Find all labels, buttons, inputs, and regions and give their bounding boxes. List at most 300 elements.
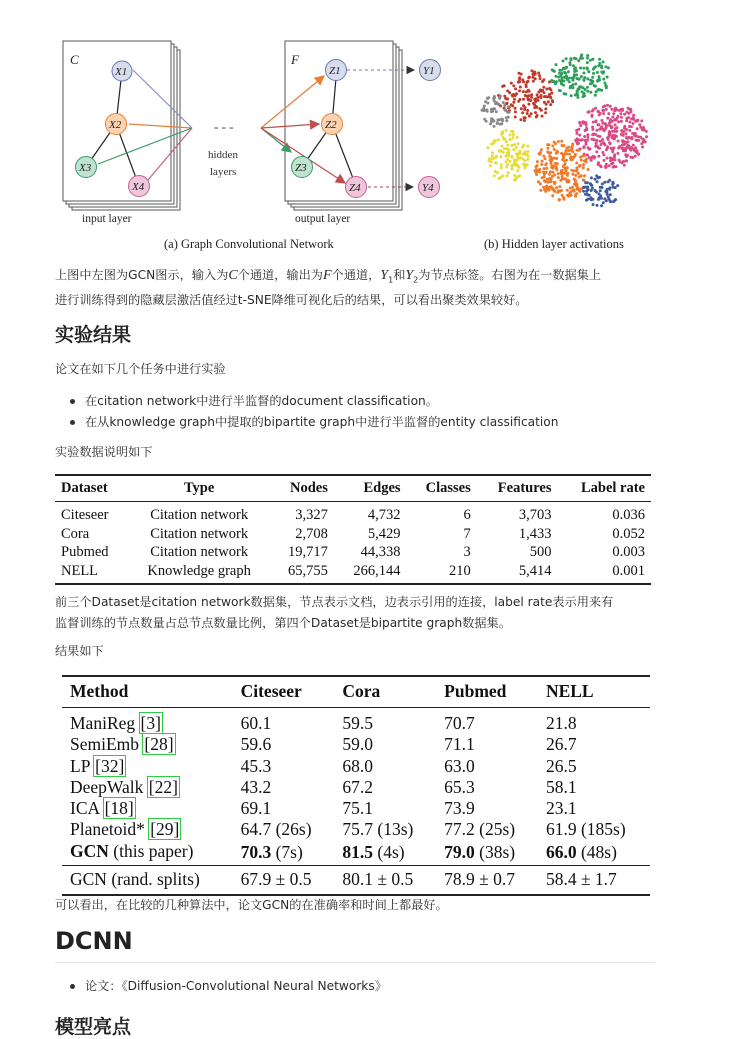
tsne-point: [551, 194, 554, 197]
tsne-point: [614, 198, 617, 201]
tsne-point: [533, 71, 536, 74]
tsne-point: [580, 159, 583, 162]
tsne-point: [625, 141, 628, 144]
tsne-point: [588, 110, 591, 113]
tsne-point: [494, 170, 497, 173]
tsne-point: [558, 185, 561, 188]
tsne-point: [601, 122, 604, 125]
tsne-point: [544, 157, 547, 160]
tsne-point: [625, 111, 628, 114]
tsne-point: [490, 160, 493, 163]
table-cell: 1,433: [518, 525, 552, 542]
tsne-point: [587, 70, 590, 73]
tsne-point: [519, 118, 522, 121]
tsne-point: [609, 159, 612, 162]
table-cell: Cora: [61, 525, 90, 542]
tsne-point: [522, 158, 525, 161]
tsne-point: [570, 94, 573, 97]
tsne-point: [591, 126, 594, 129]
tsne-point: [546, 186, 549, 189]
tsne-point: [592, 203, 595, 206]
tsne-point: [499, 123, 502, 126]
tsne-point: [508, 148, 511, 151]
table-cell: 5,414: [477, 562, 558, 585]
tsne-point: [510, 164, 513, 167]
tsne-point: [632, 116, 635, 119]
tsne-point: [574, 194, 577, 197]
tsne-point: [510, 144, 513, 147]
tsne-point: [501, 174, 504, 177]
citation-link[interactable]: [32]: [95, 755, 125, 776]
tsne-point: [489, 164, 492, 167]
table-cell: Citation network: [150, 544, 249, 560]
tsne-point: [637, 153, 640, 156]
tsne-point: [584, 139, 587, 142]
hidden-label-1: hidden: [208, 149, 238, 161]
tsne-point: [540, 163, 543, 166]
tsne-point: [545, 171, 548, 174]
citation-link[interactable]: [18]: [104, 798, 134, 819]
tsne-point: [564, 152, 567, 155]
tsne-point: [639, 136, 642, 139]
tsne-point: [580, 85, 583, 88]
ellipsis: - - -: [214, 119, 234, 134]
tsne-point: [539, 89, 542, 92]
heading-highlights: 模型亮点: [55, 1016, 132, 1038]
table-cell: NELL: [55, 562, 128, 585]
tsne-point: [632, 144, 635, 147]
tsne-point: [597, 64, 600, 67]
tsne-point: [562, 80, 565, 83]
tsne-point: [510, 82, 513, 85]
tsne-point: [495, 101, 498, 104]
tsne-point: [506, 102, 509, 105]
tsne-point: [571, 147, 574, 150]
tsne-point: [589, 79, 592, 82]
tsne-point: [558, 199, 561, 202]
table-header-row: [55, 475, 651, 502]
tsne-point: [616, 184, 619, 187]
tsne-point: [617, 147, 620, 150]
tsne-point: [602, 112, 605, 115]
tsne-point: [614, 134, 617, 137]
tsne-point: [632, 122, 635, 125]
tsne-point: [561, 158, 564, 161]
tsne-point: [609, 200, 612, 203]
tsne-point: [518, 166, 521, 169]
tsne-point: [514, 87, 517, 90]
tsne-point: [620, 116, 623, 119]
tsne-point: [557, 176, 560, 179]
tsne-point: [544, 107, 547, 110]
tsne-point: [615, 118, 618, 121]
tsne-point: [520, 107, 523, 110]
tsne-point: [518, 76, 521, 79]
tsne-point: [553, 190, 556, 193]
tsne-point: [535, 116, 538, 119]
col-header: Label rate: [557, 475, 651, 502]
tsne-point: [585, 160, 588, 163]
tsne-point: [611, 150, 614, 153]
tsne-point: [613, 130, 616, 133]
tsne-point: [591, 187, 594, 190]
tsne-point: [544, 111, 547, 114]
tsne-point: [546, 95, 549, 98]
tsne-point: [598, 123, 601, 126]
tsne-point: [636, 120, 639, 123]
tsne-point: [588, 156, 591, 159]
table-row: [55, 562, 651, 585]
tsne-point: [568, 77, 571, 80]
dataset-table: [55, 474, 651, 585]
tsne-point: [561, 175, 564, 178]
tsne-point: [624, 149, 627, 152]
tsne-point: [610, 162, 613, 165]
table-cell: 7: [463, 525, 471, 542]
table-row: [55, 543, 651, 562]
svg-text:X2: X2: [109, 119, 122, 131]
tsne-point: [547, 100, 550, 103]
tsne-point: [591, 76, 594, 79]
tsne-point: [586, 57, 589, 60]
tsne-point: [579, 164, 582, 167]
tsne-point: [499, 150, 502, 153]
tsne-point: [558, 69, 561, 72]
tsne-point: [586, 188, 589, 191]
tsne-point: [607, 180, 610, 183]
tsne-point: [540, 96, 543, 99]
tsne-point: [614, 123, 617, 126]
tsne-point: [539, 151, 542, 154]
node-z3: [292, 157, 313, 178]
tsne-point: [623, 164, 626, 167]
tsne-point: [536, 164, 539, 167]
tsne-point: [555, 157, 558, 160]
tsne-point: [499, 155, 502, 158]
tsne-point: [526, 81, 529, 84]
list-item: 在从knowledge graph中提取的bipartite graph中进行半监督的entity classification: [68, 412, 558, 433]
tsne-point: [621, 144, 624, 147]
tsne-point: [586, 54, 589, 57]
heading-results: 实验结果: [55, 324, 132, 346]
tsne-point: [547, 189, 550, 192]
citation-link[interactable]: [3]: [140, 713, 161, 733]
tsne-point: [613, 157, 616, 160]
tsne-point: [506, 158, 509, 161]
tsne-point: [523, 119, 526, 122]
tsne-point: [493, 95, 496, 98]
tsne-point: [526, 109, 529, 112]
tsne-point: [626, 145, 629, 148]
tsne-point: [602, 70, 605, 73]
tsne-point: [591, 133, 594, 136]
tsne-point: [622, 160, 625, 163]
tsne-point: [560, 140, 563, 143]
svg-text:X4: X4: [132, 181, 145, 193]
tsne-point: [575, 132, 578, 135]
tsne-point: [641, 146, 644, 149]
tsne-point: [517, 142, 520, 145]
tsne-point: [523, 163, 526, 166]
table-cell: 6: [463, 507, 471, 523]
tsne-point: [619, 112, 622, 115]
tsne-point: [565, 66, 568, 69]
table-cell: 3,703: [518, 507, 552, 523]
tsne-point: [518, 174, 521, 177]
tsne-point: [528, 115, 531, 118]
tsne-point: [558, 72, 561, 75]
tsne-point: [588, 148, 591, 151]
list-item: 在citation network中进行半监督的document classification。: [68, 391, 558, 412]
tsne-point: [537, 72, 540, 75]
tsne-point: [556, 151, 559, 154]
tsne-point: [495, 110, 498, 113]
tsne-point: [595, 142, 598, 145]
tsne-point: [486, 102, 489, 105]
table-row-gcn: GCN (this paper) 70.3 (7s) 81.5 (4s) 79.0 (38s) 66.0 (48s): [70, 840, 617, 863]
tsne-point: [567, 70, 570, 73]
tsne-point: [512, 101, 515, 104]
table-cell: 266,144: [334, 562, 407, 585]
tsne-point: [607, 112, 610, 115]
tsne-point: [586, 154, 589, 157]
citation-link[interactable]: [22]: [148, 776, 178, 797]
tsne-point: [548, 81, 551, 84]
tsne-point: [519, 150, 522, 153]
tsne-point: [601, 186, 604, 189]
tsne-point: [553, 181, 556, 184]
tsne-point: [486, 97, 489, 100]
table-row: ICA [18] 69.1 75.1 73.9 23.1: [70, 798, 577, 819]
tsne-point: [530, 93, 533, 96]
tsne-point: [605, 163, 608, 166]
table-cell: 2,708: [295, 525, 328, 542]
tsne-point: [568, 80, 571, 83]
tsne-point: [501, 119, 504, 122]
table-cell: 3: [463, 544, 471, 560]
tsne-point: [521, 111, 524, 114]
tsne-point: [485, 109, 488, 112]
tsne-point: [513, 143, 516, 146]
tsne-point: [540, 148, 543, 151]
table-row: SemiEmb [28] 59.6 59.0 71.1 26.7: [70, 734, 577, 755]
tsne-point: [503, 104, 506, 107]
table-cell: 210: [407, 562, 477, 585]
table-row: [55, 502, 651, 525]
tsne-point: [549, 103, 552, 106]
tsne-point: [575, 162, 578, 165]
tsne-point: [610, 147, 613, 150]
tsne-point: [604, 82, 607, 85]
list-item: 论文：《Diffusion-Convolutional Neural Networks》: [68, 976, 387, 997]
tsne-point: [586, 66, 589, 69]
tsne-point: [586, 181, 589, 184]
tsne-point: [553, 81, 556, 84]
tsne-point: [604, 84, 607, 87]
tsne-point: [568, 192, 571, 195]
tsne-point: [630, 136, 633, 139]
tsne-point: [603, 197, 606, 200]
tsne-point: [516, 169, 519, 172]
tsne-point: [596, 79, 599, 82]
table-cell: Knowledge graph: [128, 562, 270, 585]
tsne-point: [606, 104, 609, 107]
tsne-point: [573, 73, 576, 76]
conclusion: 可以看出，在比较的几种算法中，论文GCN的在准确率和时间上都最好。: [55, 898, 448, 912]
tsne-point: [546, 143, 549, 146]
tsne-point: [505, 119, 508, 122]
node-x3: [76, 157, 97, 178]
tsne-point: [634, 132, 637, 135]
tsne-point: [541, 115, 544, 118]
tsne-point: [526, 97, 529, 100]
tsne-point: [609, 193, 612, 196]
tsne-point: [589, 59, 592, 62]
tsne-point: [600, 126, 603, 129]
tsne-point: [543, 167, 546, 170]
tsne-point: [485, 120, 488, 123]
tasks-list: [68, 391, 558, 433]
tsne-point: [508, 111, 511, 114]
tsne-point: [542, 155, 545, 158]
tsne-point: [573, 178, 576, 181]
col-header: Cora: [334, 676, 436, 708]
tsne-point: [582, 190, 585, 193]
caption-a: (a) Graph Convolutional Network: [164, 237, 334, 251]
table-row: ManiReg [3] 60.1 59.5 70.7 21.8: [70, 713, 577, 733]
tsne-point: [571, 173, 574, 176]
tsne-point: [517, 100, 520, 103]
tsne-point: [527, 155, 530, 158]
tsne-point: [544, 180, 547, 183]
tsne-point: [608, 164, 611, 167]
tsne-point: [600, 89, 603, 92]
tsne-point: [568, 153, 571, 156]
tsne-point: [548, 180, 551, 183]
tsne-point: [504, 109, 507, 112]
tsne-point: [578, 190, 581, 193]
tsne-point: [542, 86, 545, 89]
tsne-point: [575, 57, 578, 60]
tsne-point: [608, 130, 611, 133]
tsne-point: [586, 133, 589, 136]
tsne-point: [592, 121, 595, 124]
table-row-gcn-rand: GCN (rand. splits) 67.9 ± 0.5 80.1 ± 0.5 78.9 ± 0.7 58.4 ± 1.7: [62, 866, 650, 896]
tsne-point: [599, 189, 602, 192]
tsne-point: [509, 134, 512, 137]
tsne-point: [601, 119, 604, 122]
tsne-point: [637, 139, 640, 142]
node-y4: [419, 177, 440, 198]
tsne-point: [527, 76, 530, 79]
tsne-point: [506, 151, 509, 154]
tsne-point: [617, 140, 620, 143]
tsne-point: [570, 156, 573, 159]
tsne-point: [608, 186, 611, 189]
tsne-point: [514, 107, 517, 110]
tsne-point: [596, 71, 599, 74]
dataset-description: 前三个Dataset是citation network数据集，节点表示文档，边表示引用的连接，label rate表示用来有 监督训练的节点数量占总节点数量比例，第四个Dataset是bipartite graph数据集。: [55, 595, 614, 630]
tsne-point: [629, 156, 632, 159]
tasks-intro: 论文在如下几个任务中进行实验: [55, 362, 226, 376]
tsne-point: [594, 120, 597, 123]
citation-link[interactable]: [28]: [144, 734, 174, 755]
tsne-point: [491, 155, 494, 158]
tsne-point: [577, 87, 580, 90]
tsne-point: [586, 86, 589, 89]
tsne-point: [539, 189, 542, 192]
tsne-point: [498, 97, 501, 100]
tsne-point: [560, 74, 563, 77]
tsne-point: [589, 182, 592, 185]
tsne-point: [558, 79, 561, 82]
gcn-figure: [56, 36, 656, 258]
tsne-point: [580, 75, 583, 78]
tsne-point: [612, 146, 615, 149]
tsne-point: [515, 153, 518, 156]
tsne-point: [608, 134, 611, 137]
tsne-point: [534, 169, 537, 172]
tsne-point: [642, 126, 645, 129]
tsne-point: [636, 149, 639, 152]
citation-link[interactable]: [29]: [150, 819, 180, 840]
tsne-point: [607, 196, 610, 199]
tsne-point: [621, 109, 624, 112]
tsne-point: [527, 103, 530, 106]
tsne-point: [562, 198, 565, 201]
tsne-point: [621, 139, 624, 142]
tsne-point: [561, 144, 564, 147]
tsne-point: [489, 122, 492, 125]
tsne-point: [559, 89, 562, 92]
tsne-point: [505, 116, 508, 119]
tsne-point: [494, 139, 497, 142]
tsne-point: [586, 61, 589, 64]
tsne-point: [590, 159, 593, 162]
node-z1: [326, 60, 347, 81]
table-cell: 19,717: [287, 544, 328, 560]
tsne-point: [542, 186, 545, 189]
tsne-point: [613, 165, 616, 168]
tsne-point: [595, 150, 598, 153]
col-header: Features: [477, 475, 558, 502]
dcnn-list: [68, 976, 387, 997]
table-cell: 0.036: [612, 507, 645, 523]
tsne-point: [593, 138, 596, 141]
node-x1: [112, 61, 132, 81]
tsne-point: [636, 127, 639, 130]
tsne-point: [588, 194, 591, 197]
tsne-point: [514, 110, 517, 113]
tsne-point: [562, 60, 565, 63]
tsne-point: [545, 103, 548, 106]
tsne-point: [522, 144, 525, 147]
svg-text:X1: X1: [115, 66, 128, 78]
tsne-point: [505, 129, 508, 132]
tsne-point: [571, 86, 574, 89]
node-z4: [346, 177, 367, 198]
tsne-point: [566, 194, 569, 197]
caption-b: (b) Hidden layer activations: [484, 237, 624, 251]
tsne-point: [565, 57, 568, 60]
tsne-point: [560, 189, 563, 192]
tsne-point: [581, 138, 584, 141]
tsne-point: [507, 105, 510, 108]
tsne-point: [614, 107, 617, 110]
tsne-point: [606, 136, 609, 139]
tsne-point: [603, 181, 606, 184]
tsne-point: [564, 177, 567, 180]
